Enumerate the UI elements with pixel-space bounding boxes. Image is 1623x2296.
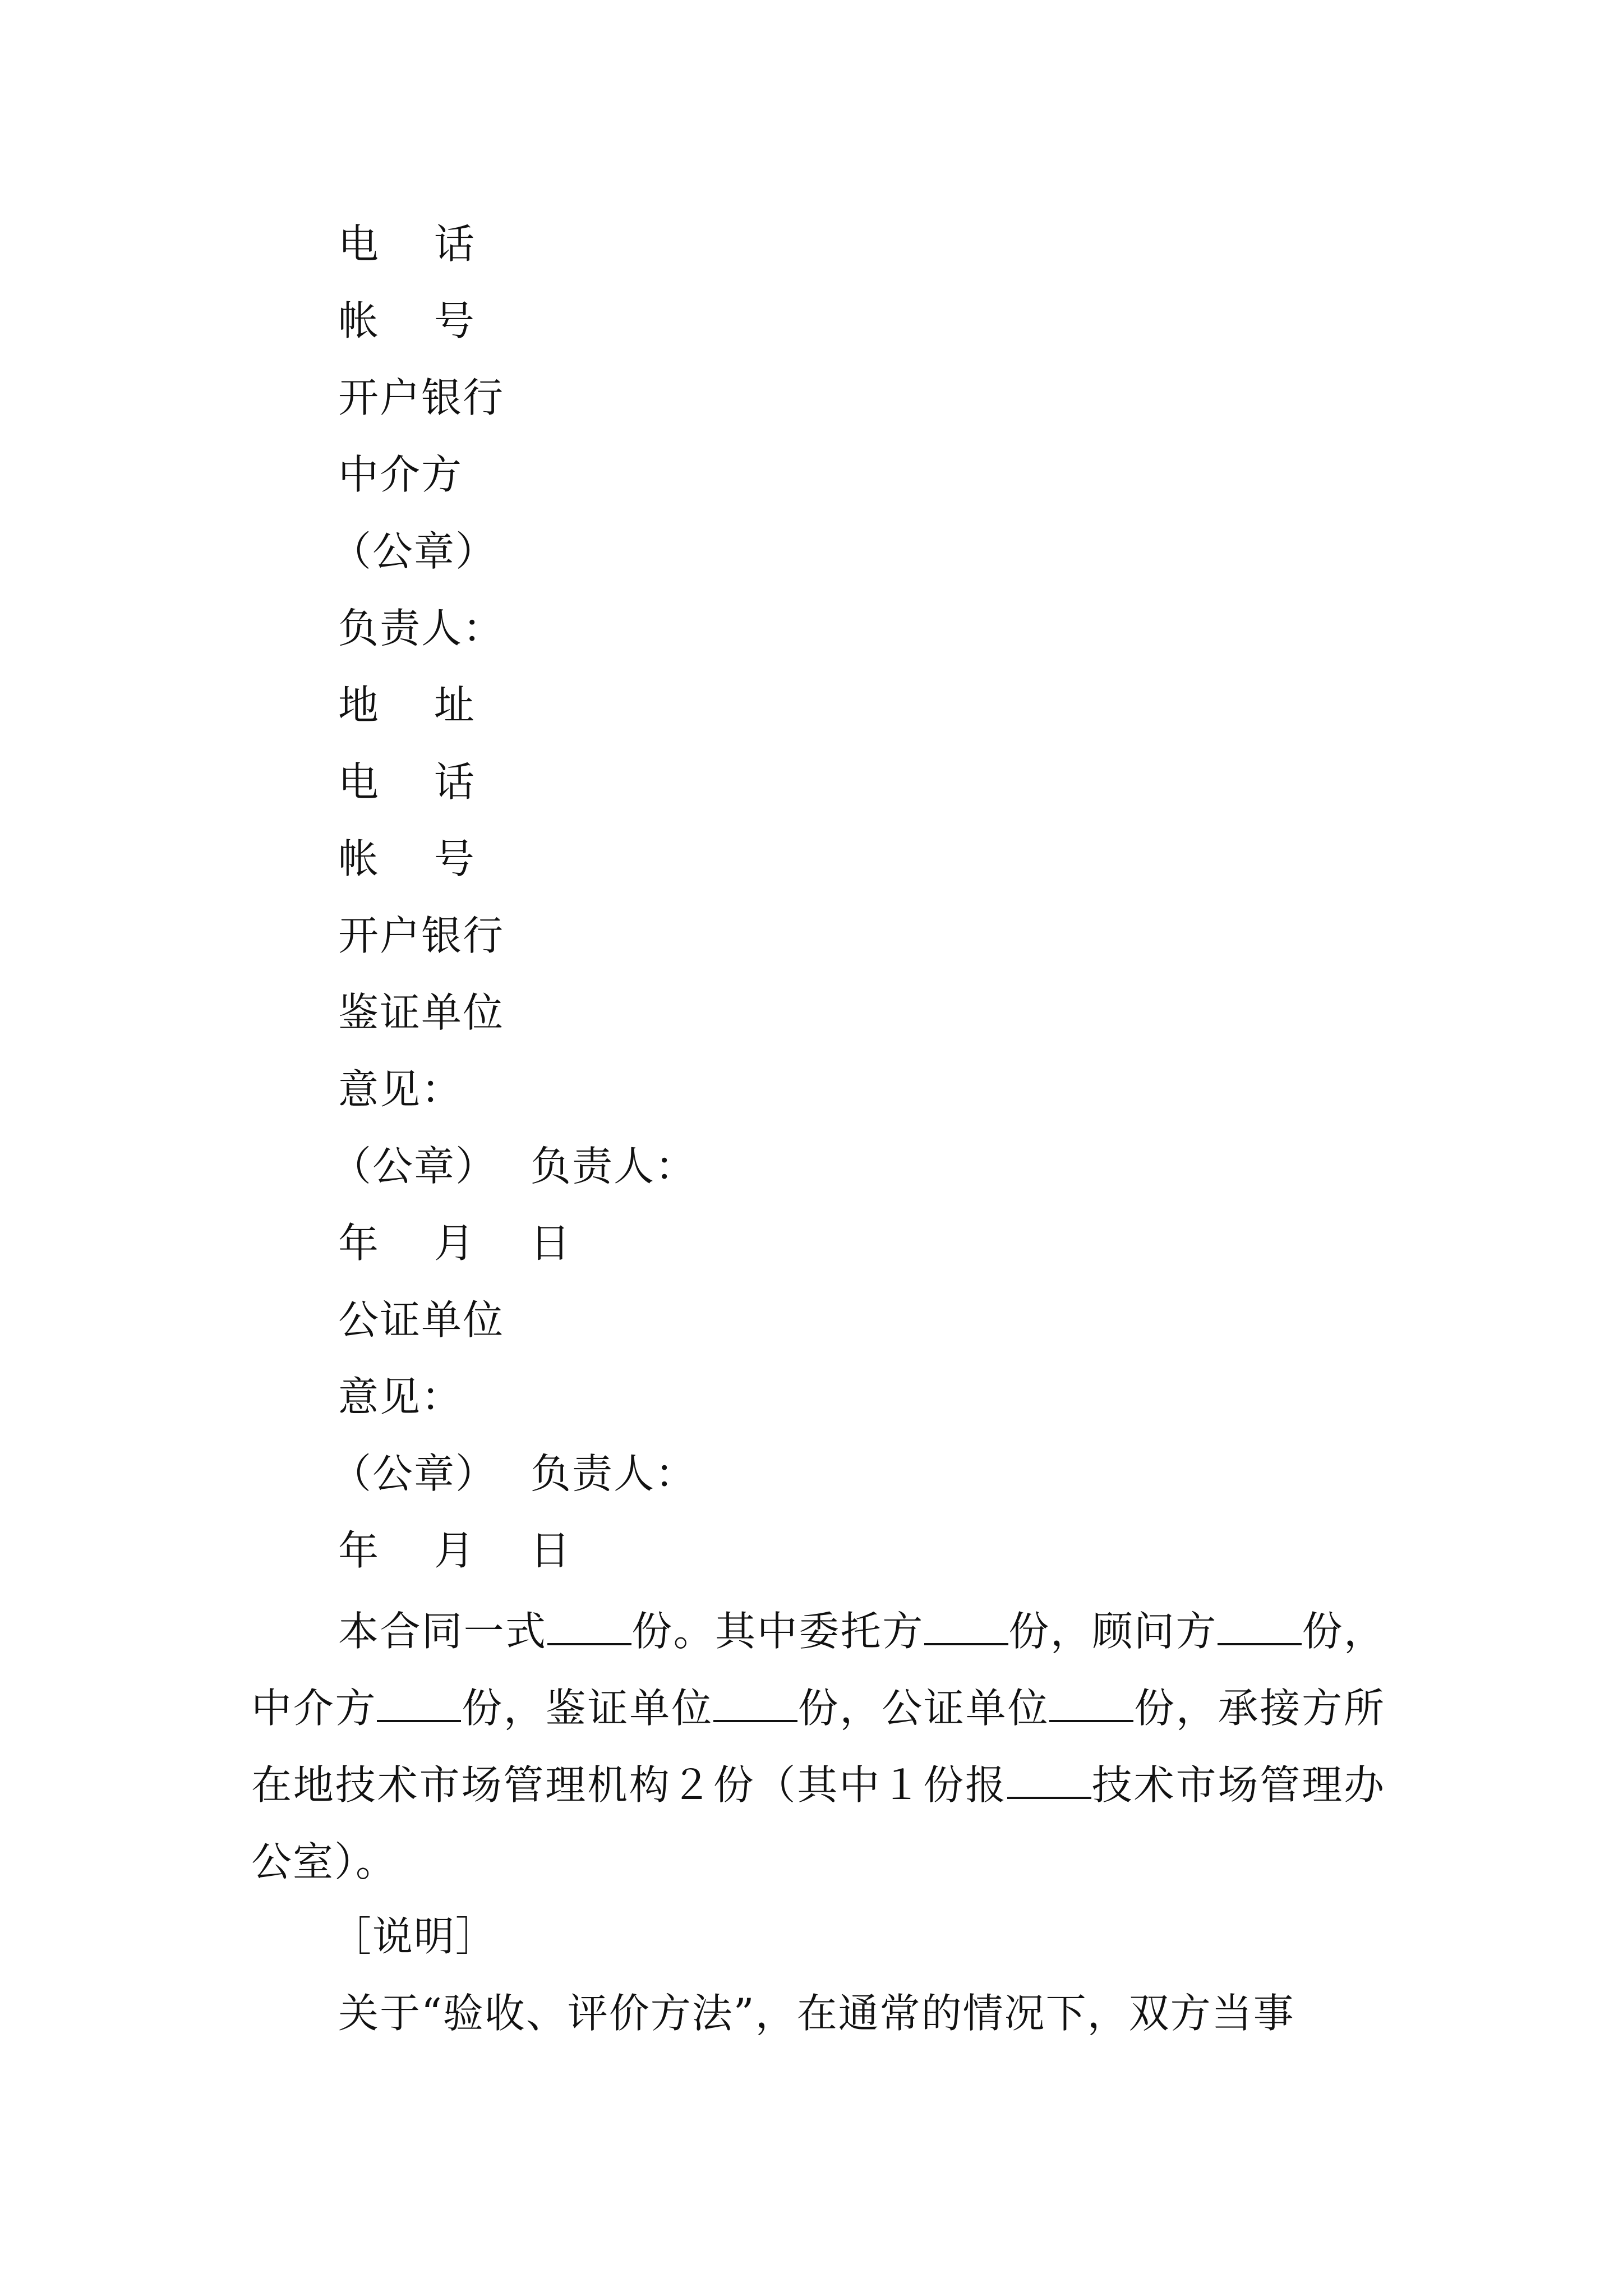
bank-label-2: 开户银行: [338, 912, 505, 959]
seal-label-3: （公章）: [331, 1450, 497, 1497]
copies-text-6: 份，公证单位: [797, 1685, 1050, 1732]
seal-responsible-row-1: [331, 1138, 697, 1194]
responsible-person-label-3: 负责人：: [531, 1450, 697, 1497]
copies-paragraph: [251, 1593, 1385, 1901]
responsible-person-label-1: 负责人：: [338, 605, 505, 652]
copies-text-2: 份。其中委托方: [631, 1608, 924, 1655]
account-label-1: 帐 号: [338, 297, 496, 344]
address-label: 地 址: [338, 682, 496, 729]
responsible-person-label-2: 负责人：: [531, 1143, 697, 1190]
note-heading: ［说明］: [331, 1913, 497, 1960]
phone-label-2: 电 话: [338, 758, 496, 806]
copies-blank-market-office: [1007, 1757, 1091, 1799]
seal-responsible-row-2: [331, 1446, 697, 1502]
copies-blank-intermediary: [377, 1681, 461, 1722]
copies-blank-consultant: [1218, 1604, 1302, 1645]
seal-label-2: （公章）: [331, 1143, 497, 1190]
date-label-1: 年 月 日: [338, 1220, 592, 1267]
note-paragraph: [251, 1975, 1385, 2052]
opinion-label-2: 意见：: [338, 1373, 463, 1420]
intermediary-label: 中介方: [338, 451, 463, 498]
opinion-label-1: 意见：: [338, 1066, 463, 1113]
verification-unit-label: 鉴证单位: [338, 989, 505, 1036]
date-label-2: 年 月 日: [338, 1527, 592, 1574]
account-label-2: 帐 号: [338, 835, 496, 882]
note-text: 关于“验收、评价方法”，在通常的情况下，双方当事: [338, 1990, 1295, 2037]
notary-unit-label: 公证单位: [338, 1296, 505, 1343]
copies-text-3: 份，顾问方: [1008, 1608, 1218, 1655]
bank-label-1: 开户银行: [338, 374, 505, 421]
copies-blank-verification: [713, 1681, 797, 1722]
phone-label-1: 电 话: [338, 220, 496, 268]
seal-label-1: （公章）: [331, 528, 497, 575]
copies-text-7: 份，承接方所在地技术市场管理机构２份（其中１份报: [251, 1685, 1385, 1809]
copies-text-8: 技术市场管理办公室）。: [251, 1761, 1385, 1885]
copies-text-5: 份，鉴证单位: [461, 1685, 713, 1732]
copies-blank-notary: [1049, 1681, 1133, 1722]
copies-blank-client: [924, 1604, 1008, 1645]
copies-text-1: 本合同一式: [338, 1608, 547, 1655]
copies-blank-total: [547, 1604, 631, 1645]
copies-text-4: 份，中介方: [251, 1608, 1385, 1732]
